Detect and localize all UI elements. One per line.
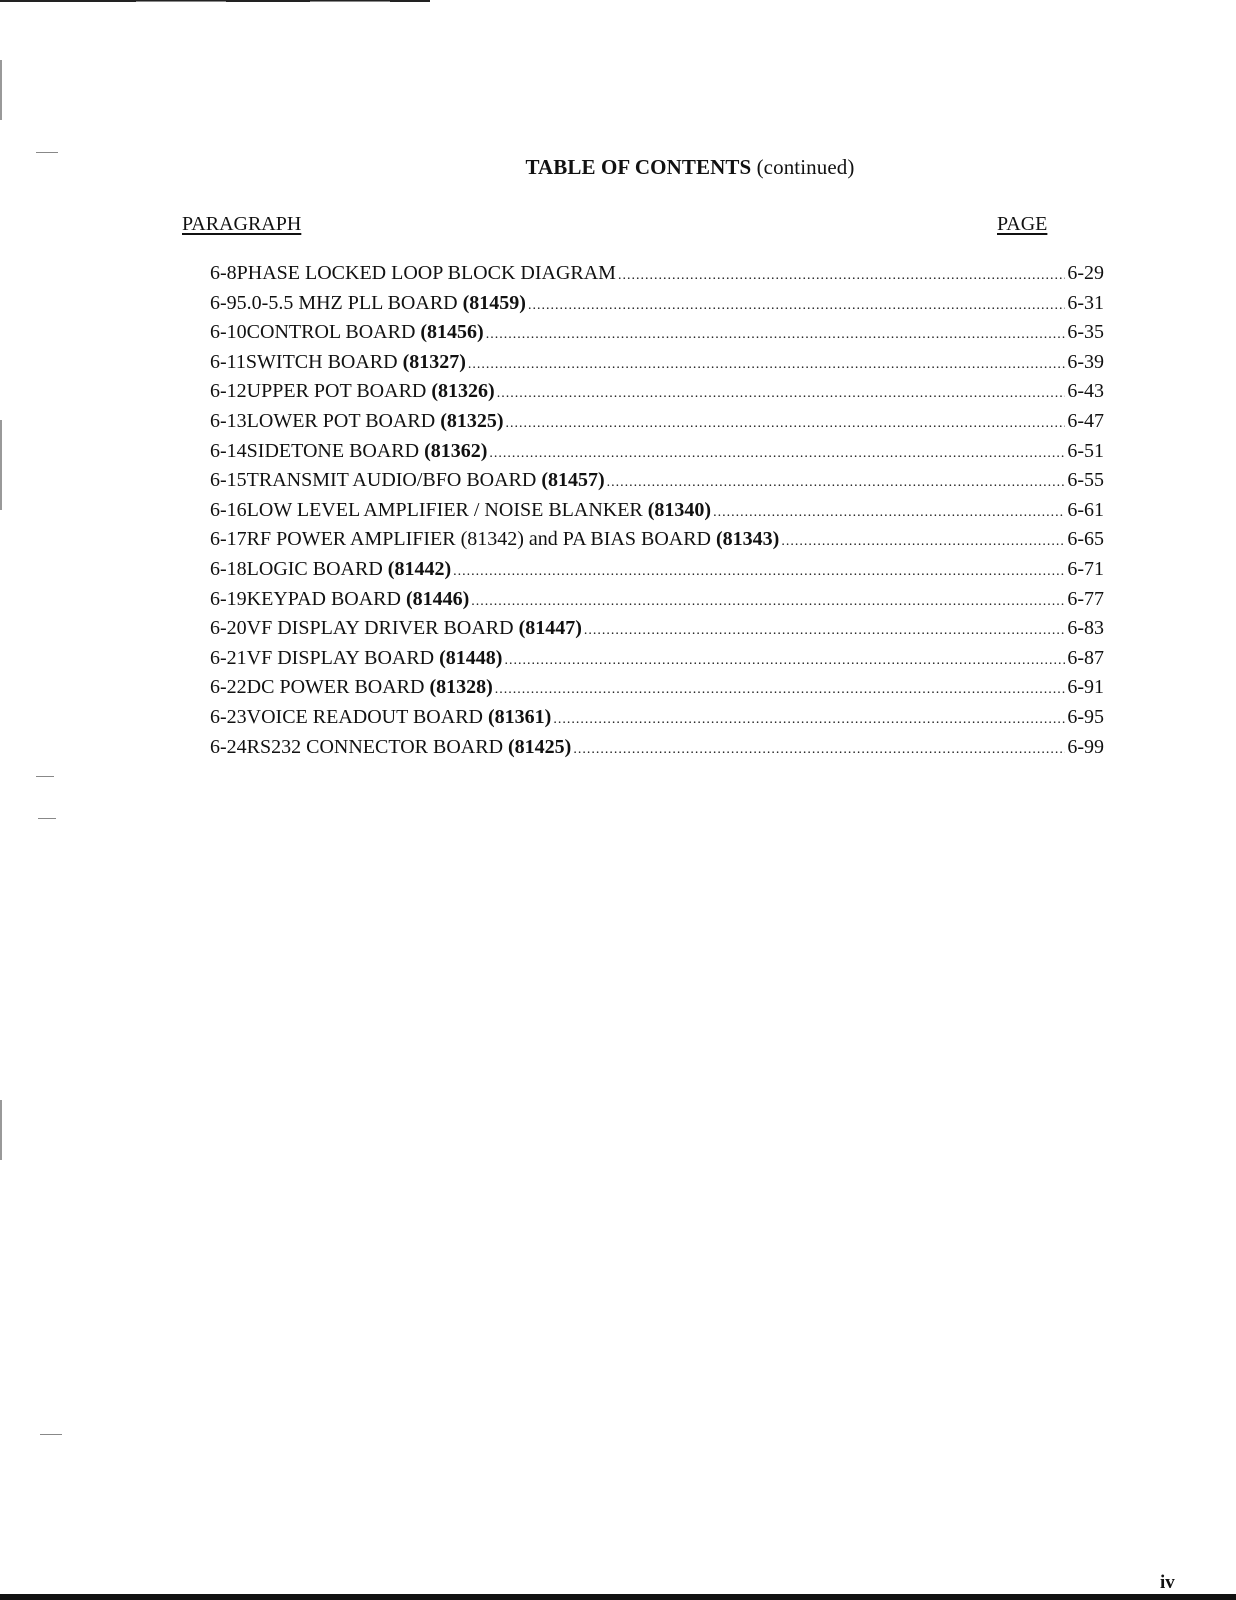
scan-bottom-edge	[0, 1594, 1236, 1600]
scan-mark	[36, 776, 54, 777]
scan-mark	[310, 1, 390, 2]
scan-left-edge	[0, 1100, 2, 1160]
toc-entry-board-code: (81457)	[541, 469, 605, 492]
column-header-paragraph: PARAGRAPH	[182, 213, 302, 235]
toc-entry-text: VF DISPLAY DRIVER BOARD	[246, 617, 514, 640]
toc-dot-leader	[489, 446, 1065, 462]
toc-dot-leader	[553, 712, 1065, 728]
toc-entry-page: 6-61	[1067, 498, 1104, 521]
toc-entry-board-code: (81425)	[508, 735, 572, 758]
toc-entry-page: 6-71	[1067, 557, 1104, 580]
toc-entry-text: VOICE READOUT BOARD	[246, 705, 483, 728]
toc-entry-page: 6-83	[1067, 617, 1104, 640]
toc-entry-page: 6-35	[1067, 321, 1104, 344]
toc-entry-text: VF DISPLAY BOARD	[246, 646, 435, 669]
toc-entry-board-code: (81326)	[431, 380, 495, 403]
toc-entry-text: LOWER POT BOARD	[246, 409, 436, 432]
toc-entry-number: 6-15	[210, 469, 247, 492]
toc-entry-title	[247, 558, 451, 581]
toc-dot-leader	[607, 475, 1066, 491]
toc-entry-page: 6-55	[1067, 469, 1104, 492]
toc-entry-text: TRANSMIT AUDIO/BFO BOARD	[246, 469, 537, 492]
toc-entry	[210, 588, 1104, 618]
toc-dot-leader	[471, 594, 1065, 610]
scan-mark	[40, 1434, 62, 1435]
toc-dot-leader	[453, 564, 1065, 580]
column-header-page: PAGE	[997, 213, 1048, 235]
toc-entry-board-code: (81446)	[405, 587, 470, 610]
toc-entry-board-code: (81327)	[402, 350, 466, 373]
toc-entry-page: 6-77	[1067, 587, 1104, 610]
toc-entry	[210, 499, 1104, 529]
toc-entry-page: 6-95	[1067, 705, 1104, 728]
toc-entry-page: 6-91	[1067, 676, 1104, 699]
toc-dot-leader	[468, 357, 1065, 373]
toc-entry	[210, 351, 1104, 381]
toc-entry-page: 6-65	[1067, 528, 1104, 551]
toc-entry-title	[247, 321, 484, 344]
toc-entry-board-code: (81325)	[440, 409, 504, 432]
toc-entry-number: 6-19	[210, 587, 247, 610]
toc-entry-number: 6-13	[210, 409, 247, 432]
toc-entry-title	[247, 736, 572, 759]
toc-entry	[210, 410, 1104, 440]
toc-dot-leader	[573, 742, 1065, 758]
toc-entry-number: 6-20	[210, 617, 247, 640]
page-number: iv	[1160, 1572, 1175, 1593]
toc-entry-title	[247, 588, 470, 611]
toc-entry	[210, 380, 1104, 410]
toc-dot-leader	[713, 505, 1065, 521]
toc-entry-board-code: (81343)	[716, 528, 780, 551]
toc-dot-leader	[506, 416, 1066, 432]
toc-entry-text: CONTROL BOARD	[246, 321, 416, 344]
toc-entry-number: 6-23	[210, 705, 247, 728]
toc-dot-leader	[495, 682, 1066, 698]
scan-left-edge	[0, 60, 2, 120]
toc-entry-page: 6-47	[1067, 409, 1104, 432]
toc-entry-number: 6-24	[210, 735, 247, 758]
toc-entry-text: RS232 CONNECTOR BOARD	[246, 735, 504, 758]
toc-entry-number: 6-8	[210, 262, 237, 284]
toc-entry-board-code: (81456)	[420, 321, 484, 344]
toc-dot-leader	[528, 298, 1065, 314]
toc-entry-page: 6-31	[1067, 291, 1104, 314]
toc-entry	[210, 469, 1104, 499]
toc-entry-page: 6-39	[1067, 350, 1104, 373]
toc-entry-number: 6-18	[210, 557, 247, 580]
toc-entry-title	[237, 292, 526, 315]
toc-entry-number: 6-14	[210, 439, 247, 462]
toc-entry-text: LOW LEVEL AMPLIFIER / NOISE BLANKER	[246, 498, 643, 521]
toc-entry-text: RF POWER AMPLIFIER (81342) and PA BIAS BOARD	[246, 528, 711, 551]
toc-entry-board-code: (81328)	[429, 676, 493, 699]
scan-mark	[136, 1, 226, 2]
toc-dot-leader	[584, 623, 1065, 639]
toc-entry-board-code: (81340)	[647, 498, 712, 521]
toc-entry-number: 6-17	[210, 528, 247, 551]
toc-entry-title	[247, 440, 488, 463]
toc-entry-title	[247, 706, 552, 729]
toc-entry-board-code: (81361)	[487, 705, 552, 728]
page-title	[0, 155, 1236, 180]
toc-dot-leader	[486, 327, 1066, 343]
toc-entry-number: 6-11	[210, 350, 246, 373]
scan-left-edge	[0, 420, 2, 510]
toc-entry-title	[247, 617, 582, 640]
toc-entry-title	[247, 380, 495, 403]
toc-entry	[210, 321, 1104, 351]
toc-entry	[210, 676, 1104, 706]
toc-entry-page: 6-99	[1067, 735, 1104, 758]
toc-entry-text: SWITCH BOARD	[245, 350, 398, 373]
toc-entry-text: SIDETONE BOARD	[246, 439, 420, 462]
toc-entry	[210, 558, 1104, 588]
toc-entry-text: 5.0-5.5 MHZ PLL BOARD	[236, 291, 458, 314]
scan-mark	[36, 152, 58, 153]
page-title-text: TABLE OF CONTENTS	[525, 155, 752, 179]
toc-entry-title	[247, 410, 504, 433]
toc-entry	[210, 440, 1104, 470]
toc-entry-board-code: (81448)	[439, 646, 503, 669]
toc-entry-text: KEYPAD BOARD	[246, 587, 401, 610]
toc-entry	[210, 262, 1104, 292]
toc-entry	[210, 647, 1104, 677]
toc-entry	[210, 292, 1104, 322]
toc-entry-page: 6-43	[1067, 380, 1104, 403]
toc-dot-leader	[504, 653, 1065, 669]
toc-entry	[210, 706, 1104, 736]
page-title-suffix: (continued)	[756, 155, 855, 179]
toc-list	[210, 262, 1104, 765]
toc-entry-page: 6-29	[1067, 262, 1104, 284]
toc-entry-title	[247, 528, 780, 551]
toc-entry-number: 6-10	[210, 321, 247, 344]
toc-entry-title	[247, 499, 711, 522]
toc-entry-number: 6-22	[210, 676, 247, 699]
toc-entry-number: 6-16	[210, 498, 247, 521]
toc-dot-leader	[781, 534, 1065, 550]
toc-entry-title	[247, 647, 503, 670]
toc-entry-board-code: (81362)	[424, 439, 488, 462]
toc-entry-number: 6-12	[210, 380, 247, 403]
scan-mark	[38, 818, 56, 819]
toc-entry-page: 6-87	[1067, 646, 1104, 669]
toc-entry	[210, 617, 1104, 647]
toc-entry-text: DC POWER BOARD	[246, 676, 425, 699]
toc-entry-page: 6-51	[1067, 439, 1104, 462]
toc-entry-title	[247, 676, 493, 699]
toc-entry-board-code: (81459)	[462, 291, 526, 314]
toc-entry-text: LOGIC BOARD	[246, 557, 383, 580]
toc-entry-title	[247, 469, 605, 492]
toc-entry-number: 6-9	[210, 291, 237, 314]
toc-entry-title	[246, 351, 466, 374]
toc-entry-title	[237, 262, 616, 285]
toc-dot-leader	[618, 268, 1065, 284]
toc-entry-board-code: (81447)	[518, 617, 582, 640]
toc-entry	[210, 736, 1104, 766]
toc-entry-text: PHASE LOCKED LOOP BLOCK DIAGRAM	[236, 262, 616, 284]
toc-entry	[210, 528, 1104, 558]
toc-entry-text: UPPER POT BOARD	[246, 380, 427, 403]
toc-dot-leader	[497, 386, 1066, 402]
toc-entry-board-code: (81442)	[387, 557, 452, 580]
toc-entry-number: 6-21	[210, 646, 247, 669]
